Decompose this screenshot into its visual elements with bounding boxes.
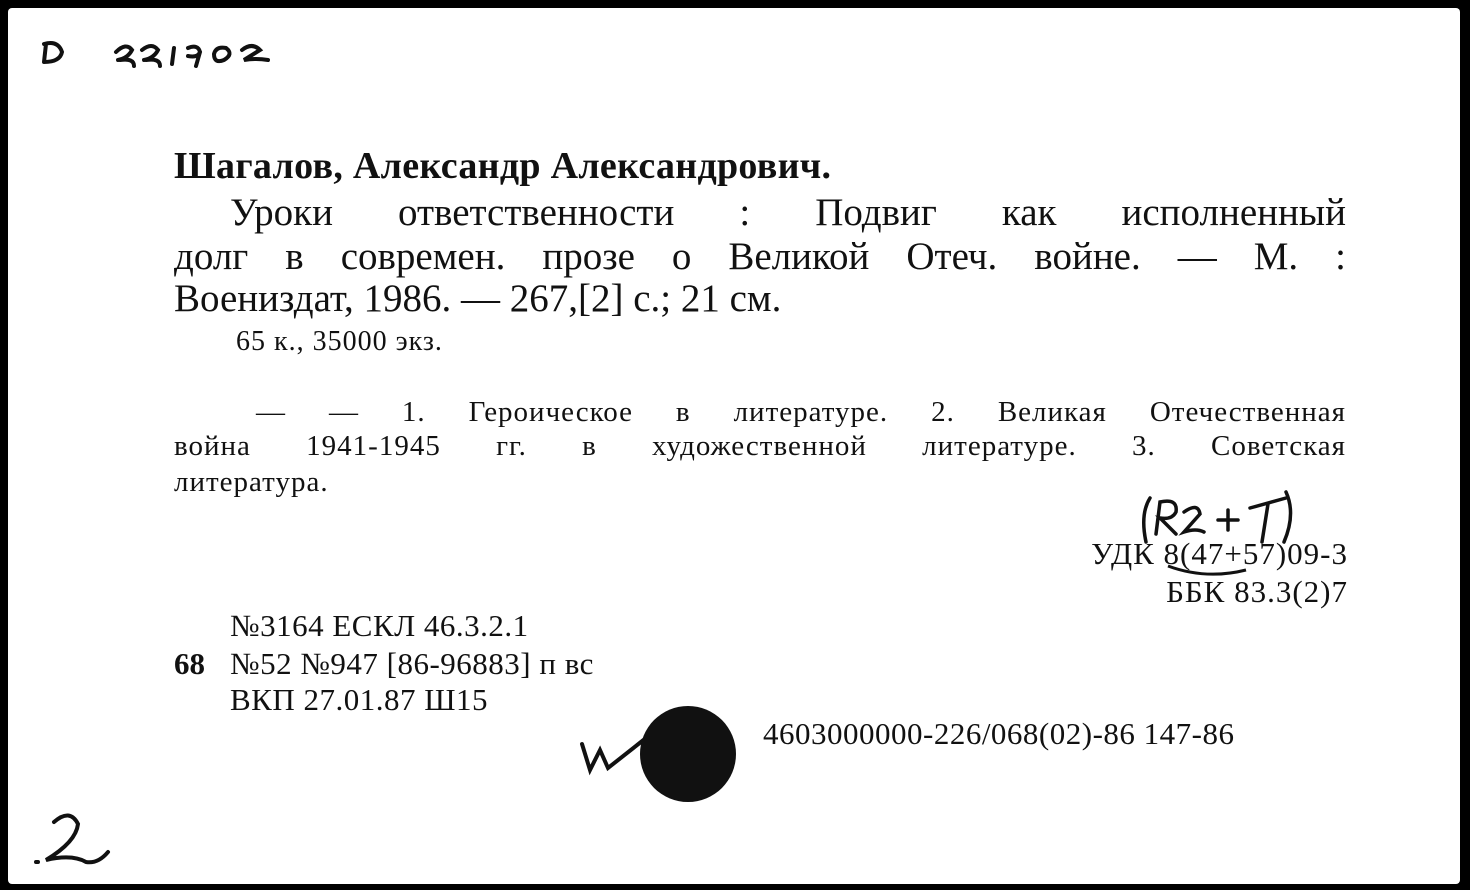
title-line-2: долг в современ. прозе о Великой Отеч. войне. — М. :: [174, 235, 1346, 278]
udk-classification: УДК 8(47+57)09-3: [1091, 536, 1348, 571]
publisher-index-line: 4603000000-226/068(02)-86 147-86: [763, 716, 1235, 751]
catalog-card: [8, 8, 1460, 884]
title-line-3: Воениздат, 1986. — 267,[2] с.; 21 см.: [174, 277, 782, 320]
price-and-print-run: 65 к., 35000 экз.: [236, 326, 443, 357]
subjects-line-2: война 1941-1945 гг. в художественной литературе. 3. Советская: [174, 430, 1346, 462]
registration-line-3: ВКП 27.01.87 Ш15: [230, 682, 489, 717]
handwritten-copy-number: [32, 804, 122, 872]
card-number-prefix: 68: [174, 646, 205, 681]
bbk-classification: ББК 83.3(2)7: [1166, 574, 1348, 609]
registration-line-1: №3164 ЕСКЛ 46.3.2.1: [230, 608, 529, 643]
registration-line-2: №52 №947 [86-96883] п вс: [230, 646, 594, 681]
handwritten-inventory-number: [38, 22, 318, 68]
subjects-line-1: — — 1. Героическое в литературе. 2. Великая Отечественная: [256, 396, 1346, 428]
subjects-line-3: литература.: [174, 466, 329, 498]
author-heading: Шагалов, Александр Александрович.: [174, 145, 832, 187]
title-line-1: Уроки ответственности : Подвиг как исполненный: [230, 191, 1346, 234]
punch-hole: [640, 706, 736, 802]
